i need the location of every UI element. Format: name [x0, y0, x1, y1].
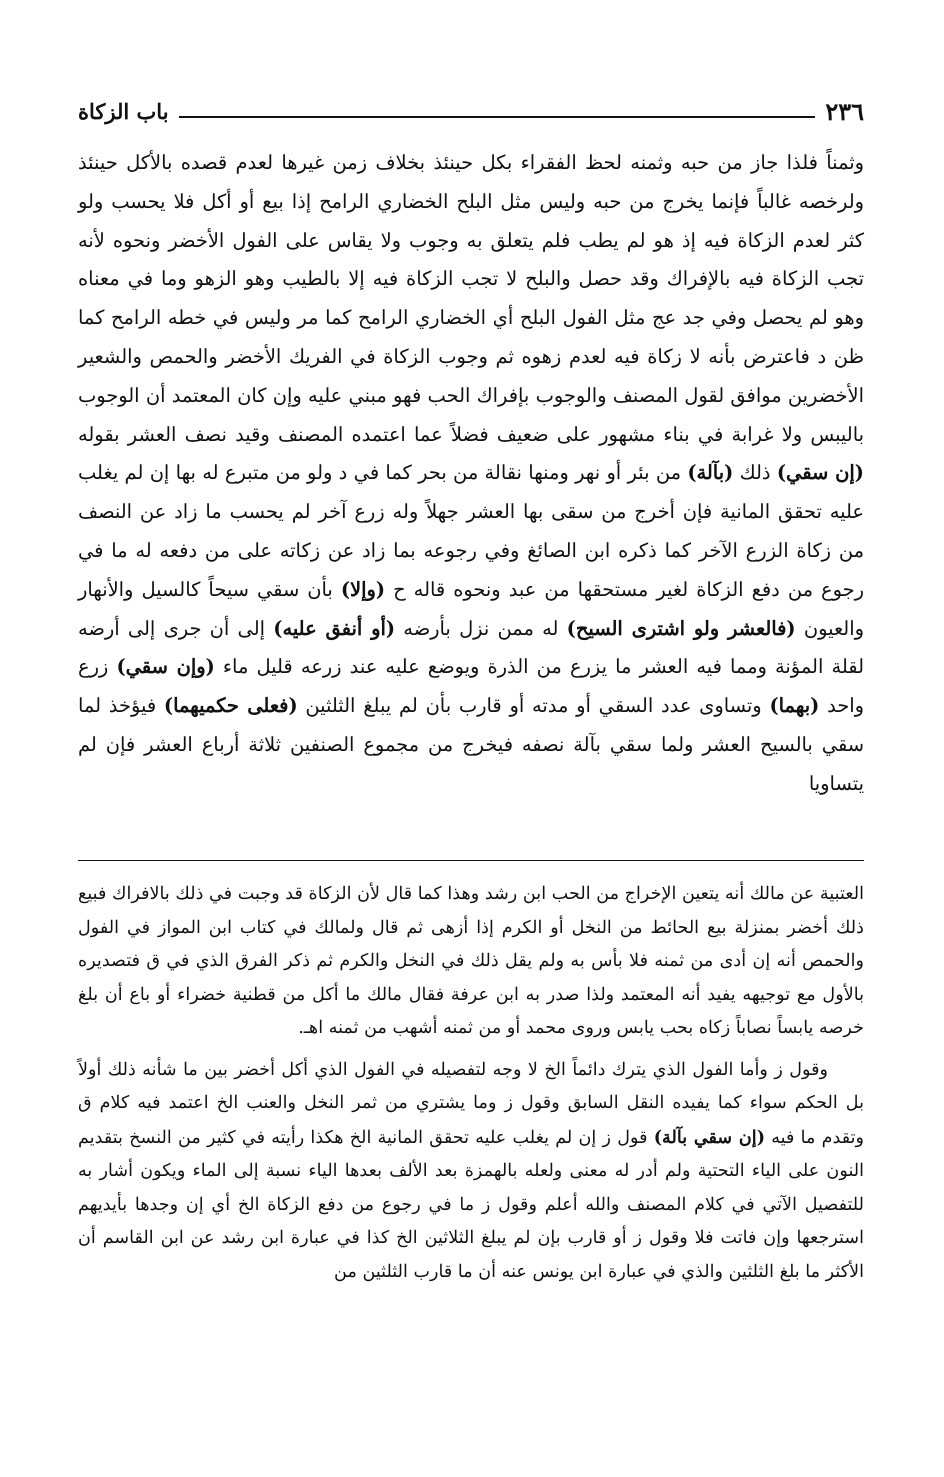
footnote-text-run: وقول ز وأما الفول الذي يترك دائماً الخ لا وجه لتفصيله في الفول الذي أكل أخضر بين ما شأنه ذلك أولاً بل الحكم سواء كما يفيده النقل السابق وقول ز وما يشتري من ثمر النخل والعنب الخ اعتمد فيه كلام ق وتقدم ما فيه: [78, 1059, 865, 1148]
footnote-paragraph: [78, 1054, 864, 1290]
matn-quote: (أو أنفق عليه): [273, 616, 396, 640]
footnote-divider: [78, 860, 864, 861]
main-text-run: وتساوى عدد السقي أو مدته أو قارب بأن لم يبلغ الثلثين: [305, 694, 762, 718]
main-text-run: من بئر أو نهر ومنها نقالة من بحر كما في د ولو من متبرع له بها إن لم يغلب عليه تحقق المانية فإن أخرج من سقى بها العشر جهلاً وله زرع آخر لم يحسب ما زاد عن النصف من زكاة الزرع الآخر كما ذكره ابن الصائغ وفي رجوعه بما زاد عن زكاته على من دفعه له ما في رجوع من دفع الزكاة لغير مستحقها من عبد ونحوه قاله ح: [78, 461, 864, 601]
main-text-run: له ممن نزل بأرضه: [403, 616, 559, 640]
footnote-text-run: قول ز إن لم يغلب عليه تحقق المانية الخ هكذا رأيته في كثير من النسخ بتقديم النون على الياء التحتية ولم أدر له معنى ولعله بالهمزة بعد الألف بعدها الياء نسبة إلى الماء ويكون أشار به للتفصيل الآتي في كلام المصنف والله أعلم وقول ز ما في رجوع من دفع الزكاة الخ أي إن وجدها بأيديهم استرجعها وإن فاتت فلا وقول ز أو قارب بإن لم يبلغ الثلاثين الخ كذا في عبارة ابن رشد عن ابن القاسم أن الأكثر ما بلغ الثلثين والذي في عبارة ابن يونس عنه أن ما قارب الثلثين من: [78, 1127, 864, 1282]
matn-quote: (وإن سقي): [116, 655, 215, 679]
main-text-run: بأن سقي سيحاً كالسيل والأنهار والعيون: [78, 577, 864, 640]
main-text-run: فيؤخذ لما سقي بالسيح العشر ولما سقي بآلة نصفه فيخرج من مجموع الصنفين ثلاثة أرباع العشر فإن لم يتساويا: [78, 694, 864, 795]
matn-quote: (إن سقي): [776, 461, 864, 485]
main-text: [78, 144, 864, 804]
matn-quote: (بآلة): [687, 461, 734, 485]
main-paragraph: [78, 144, 864, 804]
main-text-run: وثمناً فلذا جاز من حبه وثمنه لحظ الفقراء بكل حينئذ بخلاف زمن غيرها لعدم قصده بالأكل حينئذ ولرخصه غالباً فإنما يخرج من حبه وليس مثل البلح الخضاري الرامح إذا بيع أو أكل فلا يحسب ولو كثر لعدم الزكاة فيه إذ هو لم يطب فلم يتعلق به وجوب ولا يقاس على الفول الأخضر ونحوه لأنه تجب الزكاة فيه بالإفراك وقد حصل والبلح لا تجب الزكاة فيه إلا بالطيب وهو الزهو وما في معناه وهو لم يحصل وفي جد عج مثل الفول البلح أي الخضاري الرامح كما مر وليس في خطه الرامح كما ظن د فاعترض بأنه لا زكاة فيه لعدم زهوه ثم وجوب الزكاة في الفريك الأخضر والحمص والشعير الأخضرين موافق لقول المصنف والوجوب بإفراك الحب فهو مبني عليه وإن كان المعتمد أن الوجوب باليبس ولا غرابة في بناء مشهور على ضعيف فضلاً عما اعتمده المصنف وقيد نصف العشر بقوله: [78, 151, 864, 446]
footnote-paragraph: العتبية عن مالك أنه يتعين الإخراج من الحب ابن رشد وهذا كما قال لأن الزكاة قد وجبت في ذلك بالافراك فبيع ذلك أخضر بمنزلة بيع الحائط من النخل أو الكرم إذا أزهى ثم قال ولمالك في كتاب ابن المواز في الفول والحمص أنه إن أدى من ثمنه فلا بأس به ولم يقل ذلك في النخل والكرم ثم ذكر الفرق الذي في ق فتصديره بالأول مع توجيهه يفيد أنه المعتمد ولذا صدر به ابن عرفة فقال مالك ما أكل من قطنية خضراء أو باع أن بلغ خرصه يابساً نصاباً زكاه بحب يابس وروى محمد أو من ثمنه أشهب من ثمنه اهـ.: [78, 884, 864, 1038]
main-text-run: ذلك: [739, 461, 771, 485]
matn-quote: (وإلا): [340, 577, 386, 601]
chapter-title: باب الزكاة: [78, 99, 169, 124]
page-header: [78, 88, 864, 128]
footnotes: [78, 878, 864, 1289]
book-page: [78, 88, 864, 1408]
header-rule: [179, 116, 816, 118]
matn-quote: (فالعشر ولو اشترى السيح): [566, 616, 796, 640]
page-number: ٢٣٦: [825, 97, 864, 126]
matn-quote: (فعلى حكميهما): [163, 694, 298, 718]
footnote-quote: (إن سقي بآلة): [653, 1126, 766, 1148]
main-text-run: إلى أن جرى إلى أرضه لقلة المؤنة ومما فيه العشر ما يزرع من الذرة ويوضع عليه عند زرعه قليل ماء: [78, 616, 865, 679]
main-text-run: زرع واحد: [78, 655, 864, 718]
matn-quote: (بهما): [769, 694, 820, 718]
